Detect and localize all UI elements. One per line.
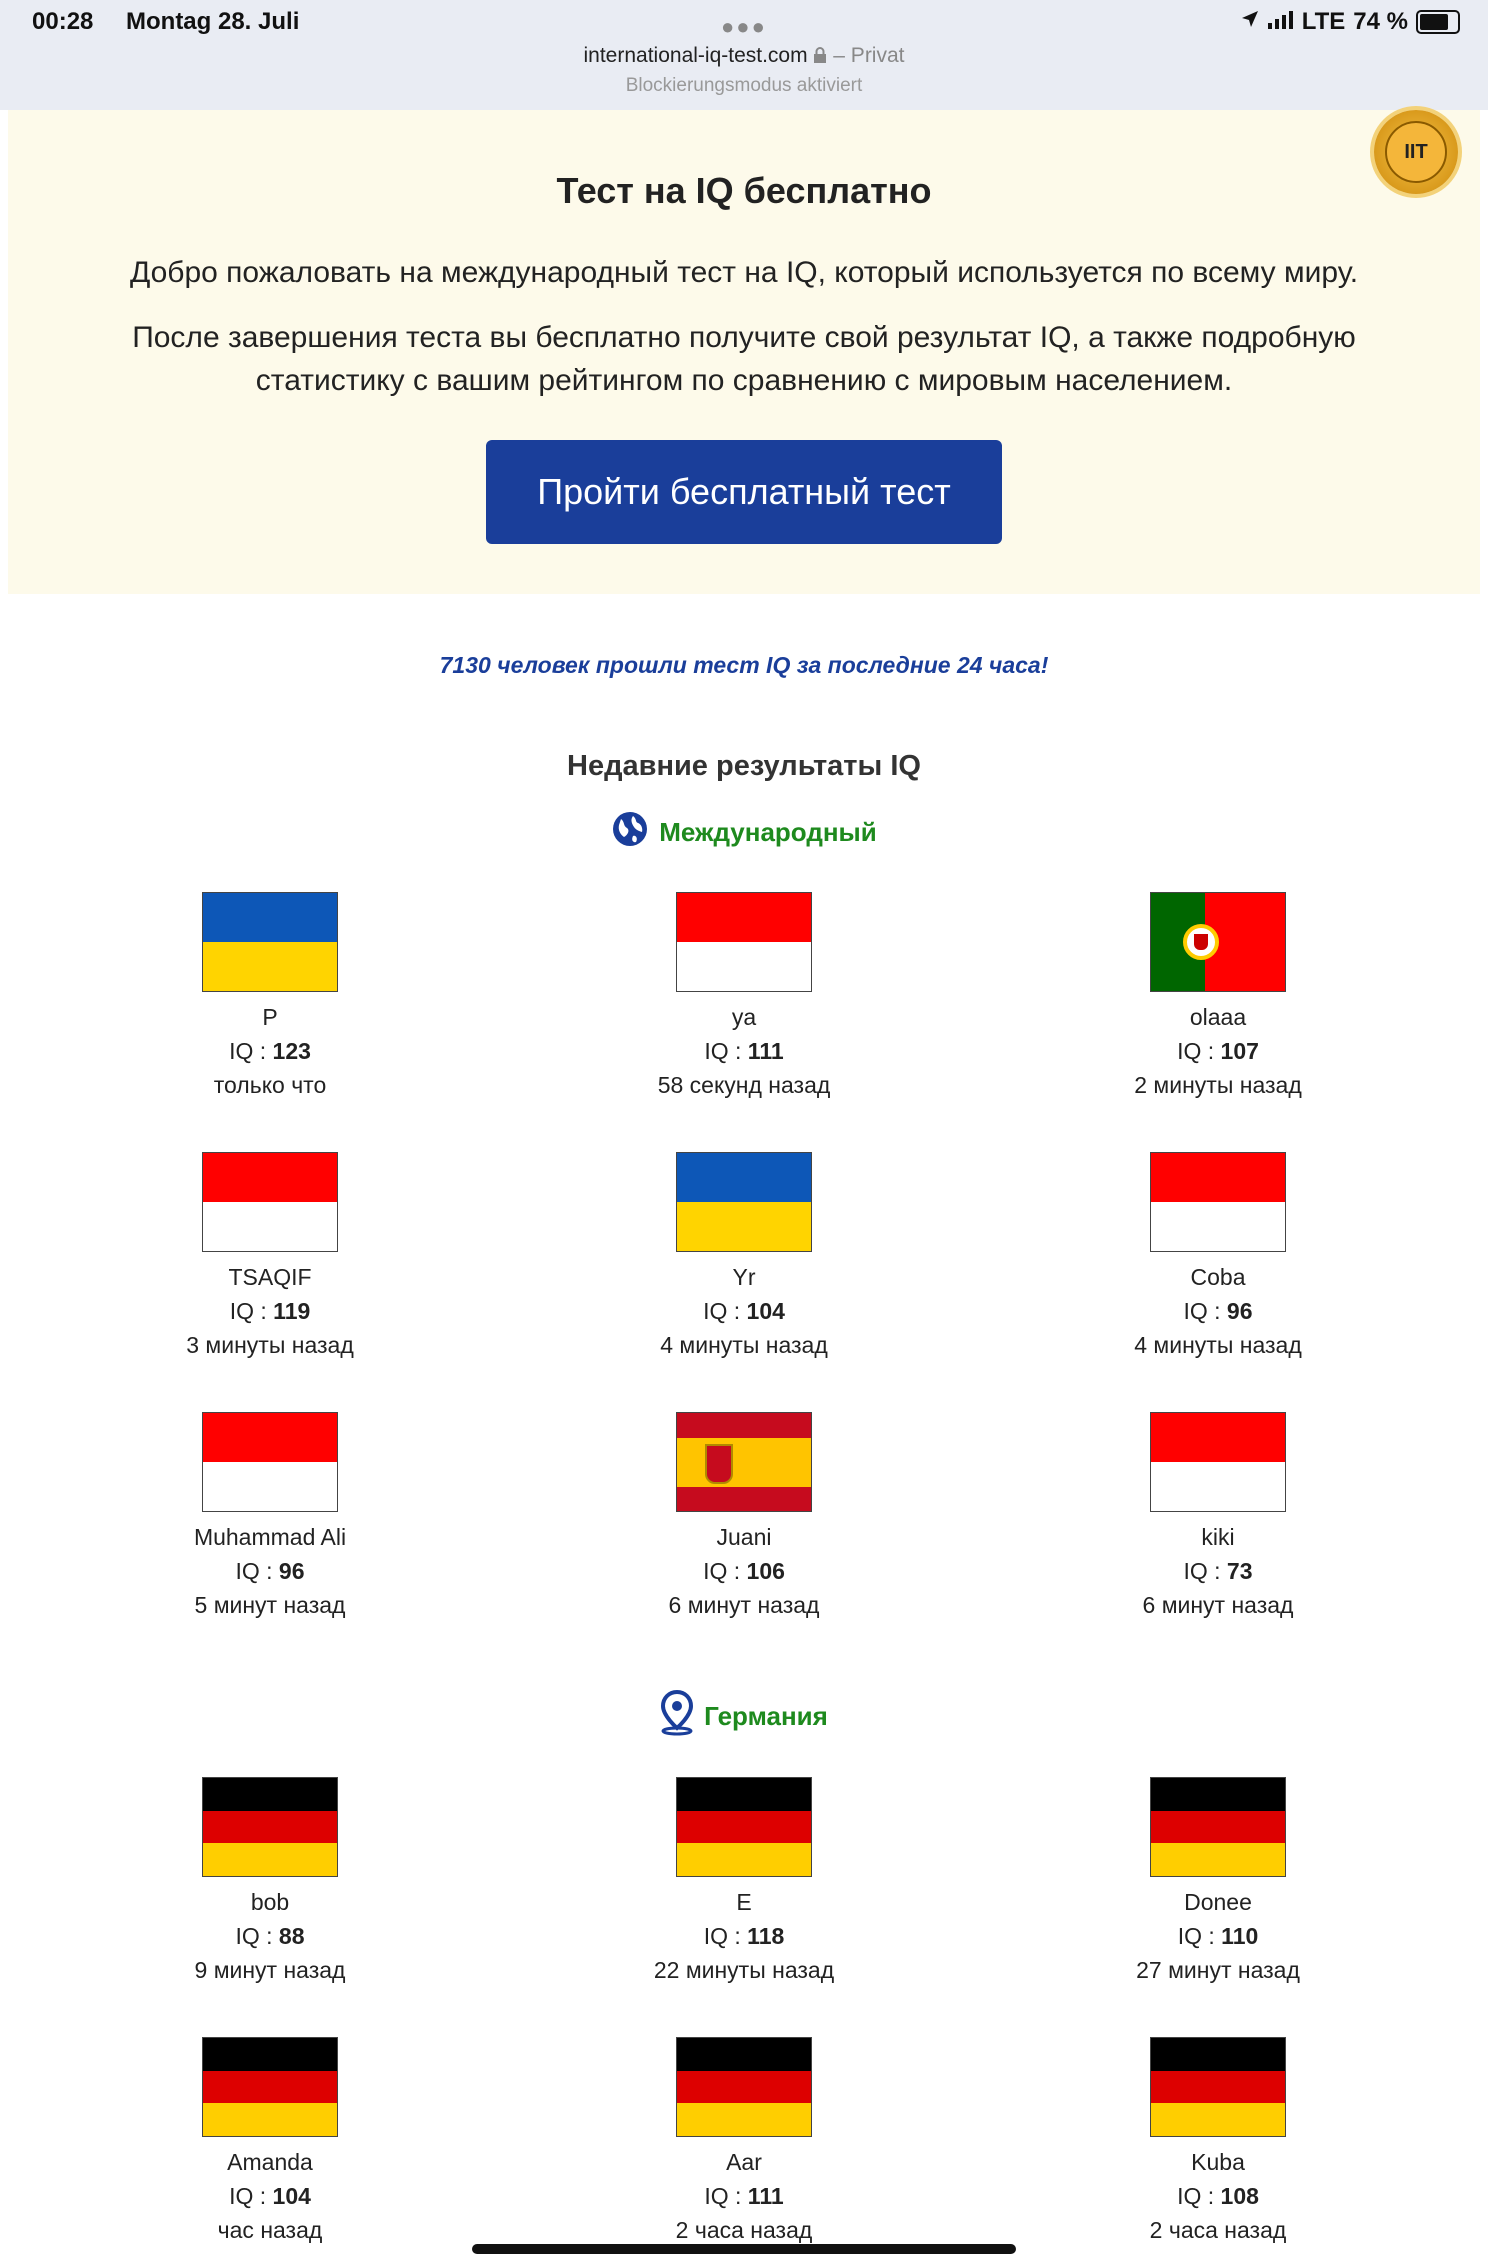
flag-pt-icon xyxy=(1150,892,1286,992)
iq-value: 111 xyxy=(747,2183,784,2209)
result-time: только что xyxy=(213,1072,327,1098)
result-iq xyxy=(574,2179,914,2213)
iq-prefix: IQ : xyxy=(703,1558,747,1584)
result-iq xyxy=(574,1294,914,1328)
result-time: 22 минуты назад xyxy=(653,1957,835,1983)
iq-value: 111 xyxy=(747,1038,784,1064)
page-title: Тест на IQ бесплатно xyxy=(556,170,932,211)
address-bar[interactable] xyxy=(0,44,1488,68)
result-name: TSAQIF xyxy=(228,1264,312,1290)
description-text: После завершения теста вы бесплатно получите свой результат IQ, а также подробную статистику с вашим рейтингом по сравнению с мировым населением. xyxy=(132,321,1356,397)
result-time: 2 часа назад xyxy=(675,2217,813,2243)
iq-value: 73 xyxy=(1226,1558,1253,1584)
iq-value: 88 xyxy=(278,1923,305,1949)
result-iq xyxy=(574,1919,914,1953)
iq-prefix: IQ : xyxy=(235,1558,279,1584)
result-name: Amanda xyxy=(227,2149,313,2175)
location-pin-icon xyxy=(660,1690,694,1743)
date: Montag 28. Juli xyxy=(126,8,300,35)
flag-de-icon xyxy=(1150,1777,1286,1877)
iq-value: 106 xyxy=(746,1558,785,1584)
globe-icon xyxy=(611,810,649,855)
browser-status-bar xyxy=(0,0,1488,110)
status-icons xyxy=(1240,8,1460,36)
battery-icon xyxy=(1416,10,1460,34)
result-iq xyxy=(100,1554,440,1588)
flag-id-icon xyxy=(202,1152,338,1252)
result-iq xyxy=(100,1034,440,1068)
clock: 00:28 xyxy=(32,8,94,35)
result-iq xyxy=(574,1034,914,1068)
result-time: 58 секунд назад xyxy=(657,1072,831,1098)
result-card xyxy=(574,2037,914,2247)
result-iq xyxy=(1048,1919,1388,1953)
result-card xyxy=(100,2037,440,2247)
result-name: Kuba xyxy=(1191,2149,1245,2175)
international-heading xyxy=(0,810,1488,855)
result-time: 3 минуты назад xyxy=(186,1332,354,1358)
more-dots-icon[interactable]: ●●● xyxy=(721,14,767,39)
iq-value: 123 xyxy=(272,1038,311,1064)
result-iq xyxy=(100,1919,440,1953)
result-time: 5 минут назад xyxy=(194,1592,346,1618)
iq-value: 104 xyxy=(272,2183,311,2209)
result-card xyxy=(1048,2037,1388,2247)
iq-value: 118 xyxy=(747,1923,785,1949)
result-time: 27 минут назад xyxy=(1136,1957,1300,1983)
iq-value: 96 xyxy=(1226,1298,1253,1324)
iq-prefix: IQ : xyxy=(1183,1558,1227,1584)
flag-id-icon xyxy=(1150,1152,1286,1252)
international-label: Международный xyxy=(659,817,877,847)
iq-prefix: IQ : xyxy=(703,1298,747,1324)
result-card xyxy=(1048,1777,1388,1987)
iq-prefix: IQ : xyxy=(1177,1038,1221,1064)
flag-de-icon xyxy=(676,1777,812,1877)
result-name: Aar xyxy=(726,2149,762,2175)
result-card xyxy=(100,1412,440,1622)
iq-value: 110 xyxy=(1221,1923,1259,1949)
url-text: international-iq-test.com xyxy=(583,44,808,67)
result-iq xyxy=(1048,1034,1388,1068)
iq-value: 96 xyxy=(278,1558,305,1584)
result-iq xyxy=(1048,1294,1388,1328)
result-iq xyxy=(100,2179,440,2213)
result-card xyxy=(574,1777,914,1987)
result-name: ya xyxy=(731,1004,757,1030)
iq-prefix: IQ : xyxy=(704,1038,748,1064)
result-name: Yr xyxy=(732,1264,756,1290)
iq-prefix: IQ : xyxy=(235,1923,279,1949)
iq-value: 119 xyxy=(273,1298,311,1324)
result-time: 4 минуты назад xyxy=(660,1332,828,1358)
iq-value: 107 xyxy=(1220,1038,1259,1064)
location-arrow-icon xyxy=(1240,8,1260,36)
flag-id-icon xyxy=(1150,1412,1286,1512)
result-card xyxy=(1048,892,1388,1102)
result-card xyxy=(100,1777,440,1987)
iq-value: 104 xyxy=(746,1298,785,1324)
iq-value: 108 xyxy=(1220,2183,1259,2209)
result-card xyxy=(1048,1152,1388,1362)
carrier-label: LTE xyxy=(1301,8,1346,35)
result-time: 6 минут назад xyxy=(1142,1592,1294,1618)
result-iq xyxy=(574,1554,914,1588)
flag-ua-icon xyxy=(202,892,338,992)
welcome-text: Добро пожаловать на международный тест на IQ, который используется по всему миру. xyxy=(129,256,1359,289)
result-card xyxy=(574,892,914,1102)
result-card xyxy=(100,1152,440,1362)
iq-prefix: IQ : xyxy=(1183,1298,1227,1324)
flag-de-icon xyxy=(676,2037,812,2137)
recent-results-title: Недавние результаты IQ xyxy=(567,750,921,782)
result-name: kiki xyxy=(1201,1524,1235,1550)
result-iq xyxy=(100,1294,440,1328)
result-iq xyxy=(1048,1554,1388,1588)
iq-prefix: IQ : xyxy=(229,1038,273,1064)
signal-icon xyxy=(1268,8,1294,36)
result-time: час назад xyxy=(217,2217,323,2243)
test-count-text: 7130 человек прошли тест IQ за последние 24 часа! xyxy=(439,652,1049,678)
flag-ua-icon xyxy=(676,1152,812,1252)
result-name: Donee xyxy=(1184,1889,1252,1915)
result-name: E xyxy=(736,1889,752,1915)
result-time: 2 минуты назад xyxy=(1134,1072,1302,1098)
battery-percent: 74 % xyxy=(1353,8,1408,35)
result-card xyxy=(1048,1412,1388,1622)
flag-es-icon xyxy=(676,1412,812,1512)
flag-de-icon xyxy=(1150,2037,1286,2137)
flag-de-icon xyxy=(202,2037,338,2137)
iq-prefix: IQ : xyxy=(704,2183,748,2209)
seal-text: IIT xyxy=(1385,121,1447,183)
flag-id-icon xyxy=(676,892,812,992)
flag-de-icon xyxy=(202,1777,338,1877)
blocking-mode-label: Blockierungsmodus aktiviert xyxy=(625,75,863,96)
result-time: 4 минуты назад xyxy=(1134,1332,1302,1358)
result-card xyxy=(100,892,440,1102)
iq-prefix: IQ : xyxy=(1177,2183,1221,2209)
result-name: Juani xyxy=(716,1524,772,1550)
result-name: P xyxy=(262,1004,278,1030)
result-name: olaaa xyxy=(1189,1004,1247,1030)
lock-icon xyxy=(813,44,833,67)
result-card xyxy=(574,1152,914,1362)
iq-prefix: IQ : xyxy=(1177,1923,1222,1949)
result-time: 9 минут назад xyxy=(194,1957,346,1983)
result-name: Coba xyxy=(1190,1264,1246,1290)
country-label: Германия xyxy=(704,1701,828,1731)
home-indicator[interactable] xyxy=(472,2244,1016,2254)
result-name: Muhammad Ali xyxy=(193,1524,347,1550)
iq-prefix: IQ : xyxy=(229,1298,274,1324)
result-card xyxy=(574,1412,914,1622)
country-heading xyxy=(0,1690,1488,1743)
privacy-label: – Privat xyxy=(833,44,905,67)
flag-id-icon xyxy=(202,1412,338,1512)
result-name: bob xyxy=(250,1889,290,1915)
iq-prefix: IQ : xyxy=(703,1923,748,1949)
iq-prefix: IQ : xyxy=(229,2183,273,2209)
result-time: 2 часа назад xyxy=(1149,2217,1287,2243)
result-iq xyxy=(1048,2179,1388,2213)
result-time: 6 минут назад xyxy=(668,1592,820,1618)
start-test-button[interactable]: Пройти бесплатный тест xyxy=(486,440,1002,544)
